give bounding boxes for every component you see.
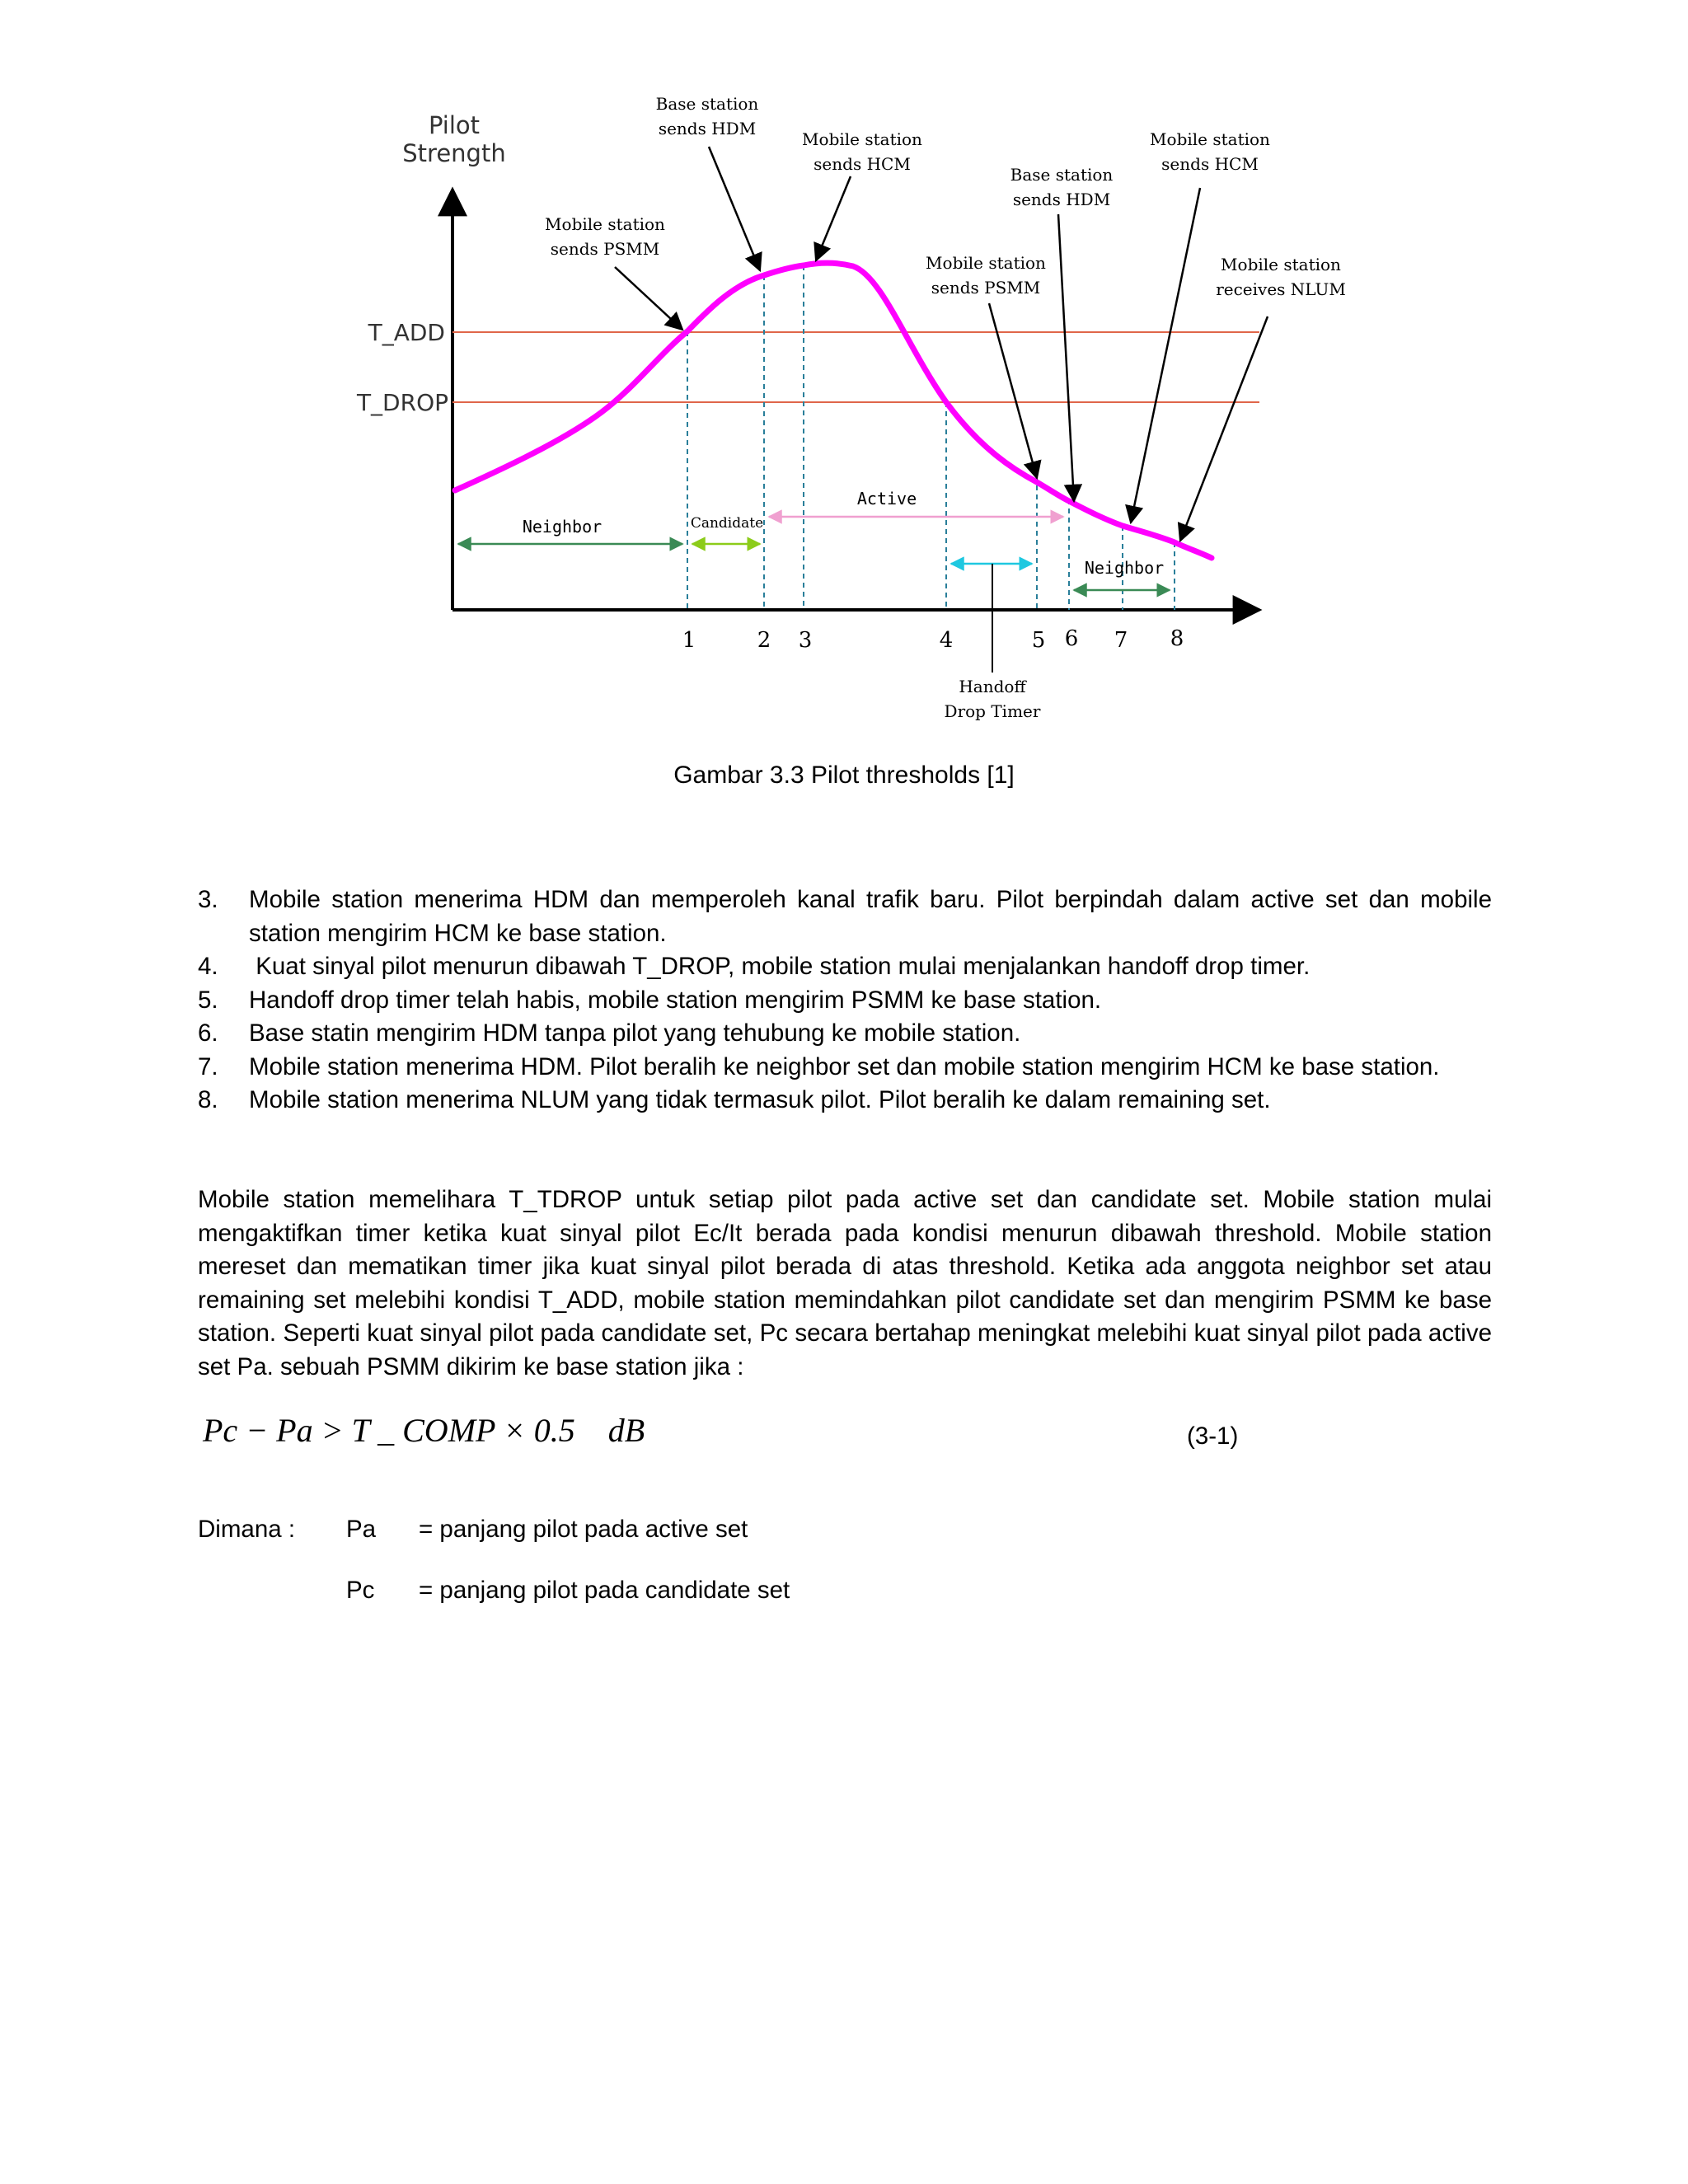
- list-item-number: 3.: [198, 886, 218, 913]
- list-item-text: Mobile station menerima NLUM yang tidak termasuk pilot. Pilot beralih ke dalam remaining set.: [249, 1086, 1271, 1113]
- list-item: [198, 1017, 1492, 1051]
- equation: Pc − Pa > T _ COMP × 0.5 dB: [203, 1412, 645, 1449]
- event-numbers: [682, 626, 1184, 653]
- annotation-ms-psmm-1-line1: Mobile station: [545, 214, 665, 234]
- annotation-ms-nlum-line1: Mobile station: [1221, 255, 1341, 274]
- steps-list: [198, 883, 1492, 1118]
- annotation-arrows: [615, 147, 1268, 541]
- arrow-bs-hdm-2: [1058, 214, 1074, 501]
- annotation-ms-nlum-line2: receives NLUM: [1216, 279, 1346, 299]
- pilot-thresholds-figure: [0, 0, 1688, 742]
- annotation-ms-hcm-2-line1: Mobile station: [1150, 129, 1270, 149]
- arrow-bs-hdm-1: [709, 147, 760, 270]
- arrow-ms-hcm-2: [1131, 188, 1200, 523]
- annotation-ms-hcm-1-line2: sends HCM: [814, 154, 911, 174]
- list-item-number: 6.: [198, 1019, 218, 1047]
- event-number-5: 5: [1031, 628, 1046, 653]
- event-number-7: 7: [1114, 628, 1128, 653]
- event-number-3: 3: [798, 628, 813, 653]
- list-item-number: 5.: [198, 986, 218, 1014]
- y-axis-title-line1: Pilot: [428, 111, 481, 139]
- annotation-bs-hdm-1-line1: Base station: [655, 94, 759, 114]
- annotations: [545, 94, 1346, 721]
- list-item-text: Kuat sinyal pilot menurun dibawah T_DROP, mobile station mulai menjalankan handoff drop timer.: [249, 953, 1311, 980]
- annotation-handoff-timer-line2: Drop Timer: [944, 701, 1041, 721]
- list-item: [198, 1084, 1492, 1118]
- threshold-drop-label: T_DROP: [356, 389, 448, 416]
- annotation-ms-hcm-2-line2: sends HCM: [1161, 154, 1259, 174]
- list-item: [198, 950, 1492, 984]
- definition-symbol: Pa: [346, 1516, 377, 1543]
- arrow-ms-nlum: [1180, 316, 1268, 541]
- annotation-handoff-timer-line1: Handoff: [959, 677, 1026, 696]
- list-item: [198, 984, 1492, 1018]
- region-neighbor-right: Neighbor: [1084, 558, 1165, 578]
- list-item-text: Mobile station menerima HDM. Pilot beralih ke neighbor set dan mobile station mengirim HCM ke base station.: [249, 1052, 1440, 1080]
- event-number-2: 2: [757, 628, 771, 653]
- region-neighbor-left: Neighbor: [522, 517, 603, 537]
- definition-symbol: Pc: [346, 1577, 375, 1604]
- definition-text: = panjang pilot pada active set: [419, 1516, 748, 1543]
- arrow-ms-psmm-1: [615, 267, 682, 330]
- annotation-bs-hdm-1-line2: sends HDM: [658, 119, 757, 138]
- event-number-8: 8: [1170, 626, 1184, 651]
- body-paragraph: Mobile station memelihara T_TDROP untuk setiap pilot pada active set dan candidate set. Mobile station mulai mengaktifkan timer ketika kuat sinyal pilot Ec/It berada pada kondisi menurun dibawah threshold. Mobile station mereset dan mematikan timer jika kuat sinyal pilot berada di atas threshold. Ketika ada anggota neighbor set atau remaining set melebihi kondisi T_ADD, mobile station memindahkan pilot candidate set dan mengirim PSMM ke base station. Seperti kuat sinyal pilot pada candidate set, Pc secara bertahap meningkat melebihi kuat sinyal pilot pada active set Pa. sebuah PSMM dikirim ke base station jika :: [198, 1186, 1492, 1380]
- list-item: [198, 883, 1492, 950]
- region-active: Active: [856, 489, 917, 509]
- annotation-ms-hcm-1-line1: Mobile station: [802, 129, 922, 149]
- equation-number: (3-1): [1187, 1422, 1239, 1450]
- list-item-number: 8.: [198, 1086, 218, 1113]
- region-candidate: Candidate: [690, 515, 764, 532]
- list-item-number: 7.: [198, 1052, 218, 1080]
- annotation-bs-hdm-2-line2: sends HDM: [1012, 190, 1111, 209]
- annotation-bs-hdm-2-line1: Base station: [1010, 165, 1114, 185]
- definitions-label: Dimana :: [198, 1516, 296, 1543]
- list-item-text: Mobile station menerima HDM dan memperoleh kanal trafik baru. Pilot berpindah dalam active set dan mobile station mengirim HCM ke base station.: [249, 886, 1492, 947]
- figure-caption: Gambar 3.3 Pilot thresholds [1]: [673, 762, 1015, 789]
- annotation-ms-psmm-2-line2: sends PSMM: [931, 278, 1041, 298]
- list-item: [198, 1051, 1492, 1085]
- definition-text: = panjang pilot pada candidate set: [419, 1577, 790, 1604]
- pilot-strength-curve: [455, 263, 1212, 558]
- event-number-6: 6: [1064, 626, 1079, 651]
- event-number-4: 4: [939, 628, 954, 653]
- annotation-ms-psmm-1-line2: sends PSMM: [550, 239, 660, 259]
- arrow-ms-hcm-1: [816, 176, 851, 260]
- y-axis-title-line2: Strength: [402, 139, 506, 167]
- list-item-text: Base statin mengirim HDM tanpa pilot yang tehubung ke mobile station.: [249, 1019, 1021, 1047]
- list-item-text: Handoff drop timer telah habis, mobile station mengirim PSMM ke base station.: [249, 986, 1102, 1014]
- annotation-ms-psmm-2-line1: Mobile station: [926, 253, 1046, 273]
- event-number-1: 1: [682, 628, 696, 653]
- list-item-number: 4.: [198, 953, 218, 980]
- threshold-add-label: T_ADD: [368, 319, 445, 346]
